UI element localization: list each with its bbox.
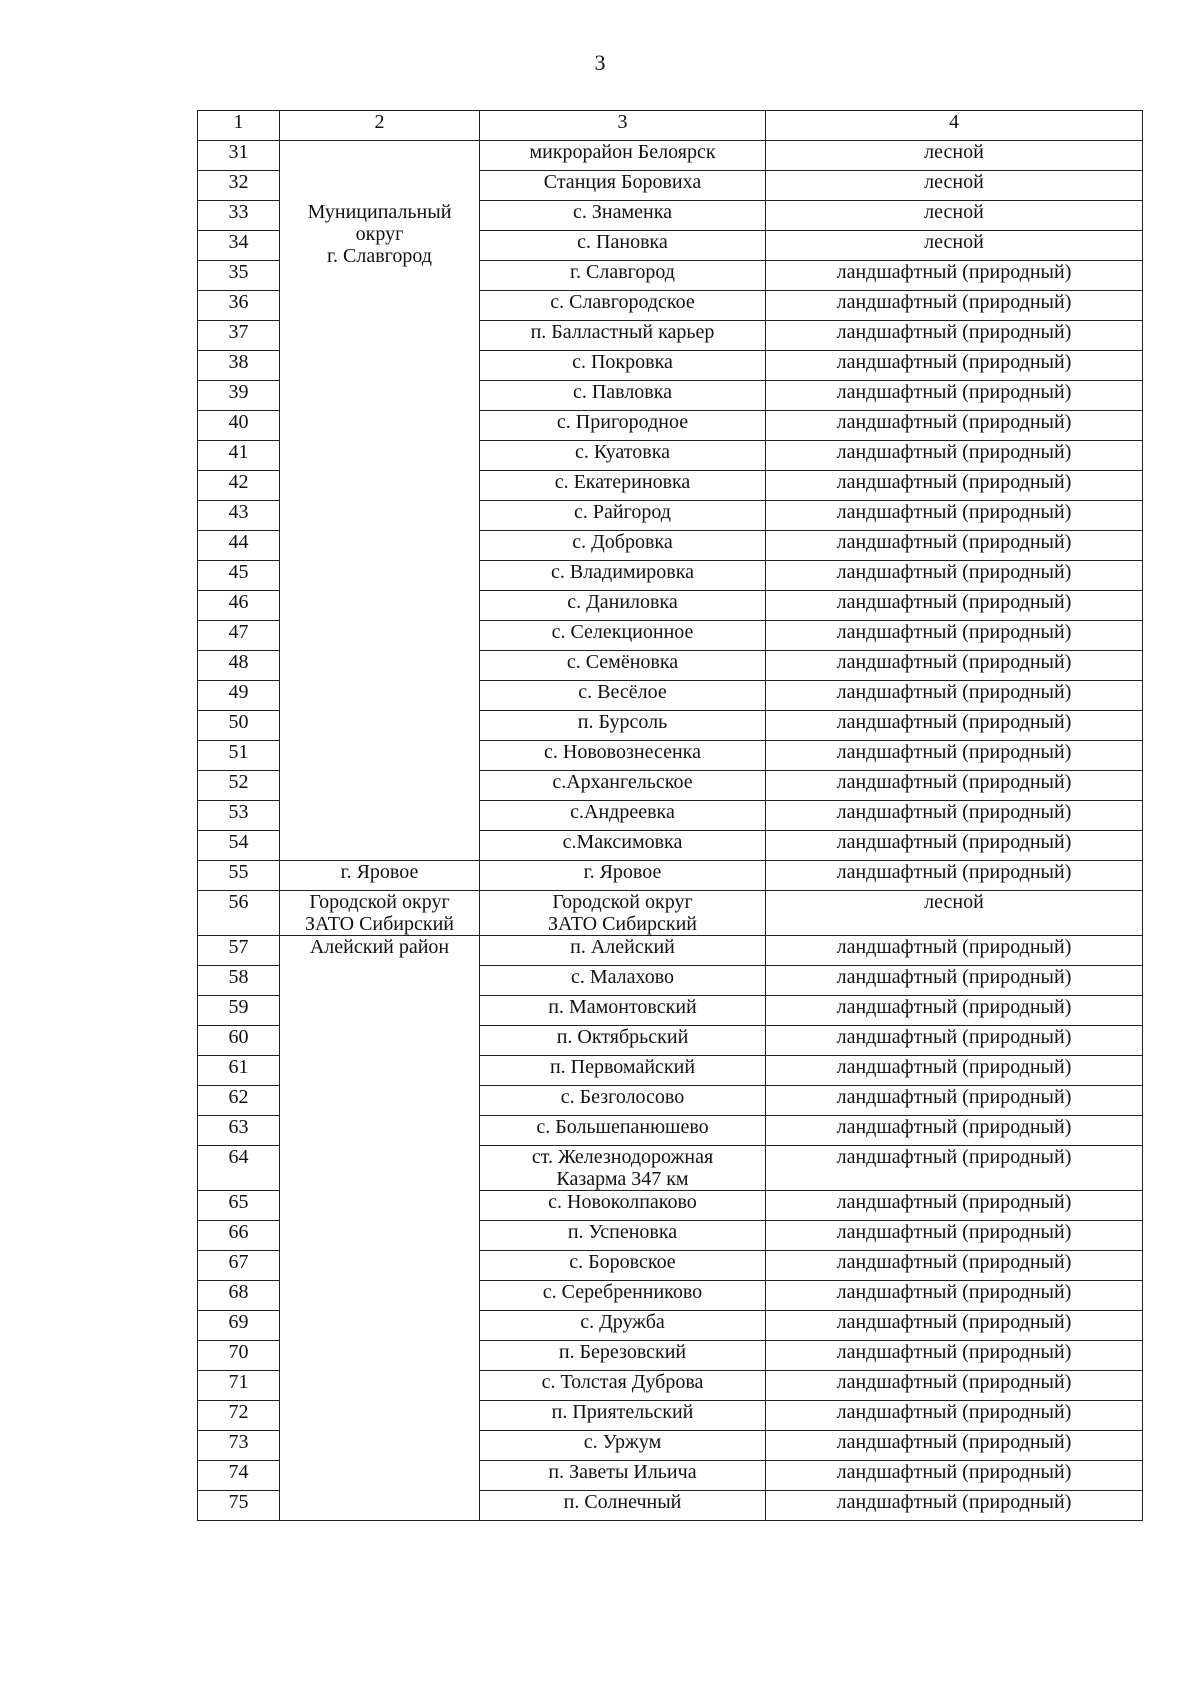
type-cell: ландшафтный (природный) bbox=[766, 996, 1143, 1026]
type-cell: ландшафтный (природный) bbox=[766, 1191, 1143, 1221]
row-number-cell: 56 bbox=[198, 891, 280, 936]
type-cell: лесной bbox=[766, 171, 1143, 201]
settlement-cell: с. Владимировка bbox=[480, 561, 766, 591]
row-number-cell: 66 bbox=[198, 1221, 280, 1251]
type-cell: ландшафтный (природный) bbox=[766, 441, 1143, 471]
row-number-cell: 38 bbox=[198, 351, 280, 381]
row-number-cell: 59 bbox=[198, 996, 280, 1026]
row-number-cell: 74 bbox=[198, 1461, 280, 1491]
settlement-cell: с. Боровское bbox=[480, 1251, 766, 1281]
settlement-cell: с.Андреевка bbox=[480, 801, 766, 831]
type-cell: лесной bbox=[766, 141, 1143, 171]
type-cell: ландшафтный (природный) bbox=[766, 591, 1143, 621]
type-cell: ландшафтный (природный) bbox=[766, 411, 1143, 441]
table-body bbox=[198, 141, 1143, 1521]
table-row bbox=[198, 891, 1143, 936]
settlement-cell: Станция Боровиха bbox=[480, 171, 766, 201]
settlement-cell: г. Яровое bbox=[480, 861, 766, 891]
type-cell: ландшафтный (природный) bbox=[766, 621, 1143, 651]
type-cell: ландшафтный (природный) bbox=[766, 741, 1143, 771]
settlement-cell: п. Приятельский bbox=[480, 1401, 766, 1431]
row-number-cell: 73 bbox=[198, 1431, 280, 1461]
settlement-cell: с. Малахово bbox=[480, 966, 766, 996]
row-number-cell: 47 bbox=[198, 621, 280, 651]
settlement-cell: ст. Железнодорожная Казарма 347 км bbox=[480, 1146, 766, 1191]
settlement-cell: с. Даниловка bbox=[480, 591, 766, 621]
row-number-cell: 69 bbox=[198, 1311, 280, 1341]
settlement-cell: с. Знаменка bbox=[480, 201, 766, 231]
district-cell: Алейский район bbox=[280, 936, 480, 1521]
settlements-table bbox=[197, 110, 1143, 1521]
header-cell-3: 3 bbox=[480, 111, 766, 141]
settlement-cell: с.Архангельское bbox=[480, 771, 766, 801]
row-number-cell: 64 bbox=[198, 1146, 280, 1191]
settlement-cell: п. Успеновка bbox=[480, 1221, 766, 1251]
settlement-cell: с. Куатовка bbox=[480, 441, 766, 471]
row-number-cell: 44 bbox=[198, 531, 280, 561]
settlement-cell: с. Славгородское bbox=[480, 291, 766, 321]
row-number-cell: 58 bbox=[198, 966, 280, 996]
settlement-cell: с. Семёновка bbox=[480, 651, 766, 681]
type-cell: ландшафтный (природный) bbox=[766, 1026, 1143, 1056]
type-cell: ландшафтный (природный) bbox=[766, 381, 1143, 411]
type-cell: ландшафтный (природный) bbox=[766, 1431, 1143, 1461]
type-cell: ландшафтный (природный) bbox=[766, 681, 1143, 711]
row-number-cell: 55 bbox=[198, 861, 280, 891]
settlement-cell: микрорайон Белоярск bbox=[480, 141, 766, 171]
type-cell: ландшафтный (природный) bbox=[766, 1341, 1143, 1371]
type-cell: ландшафтный (природный) bbox=[766, 501, 1143, 531]
row-number-cell: 43 bbox=[198, 501, 280, 531]
row-number-cell: 49 bbox=[198, 681, 280, 711]
type-cell: ландшафтный (природный) bbox=[766, 771, 1143, 801]
row-number-cell: 32 bbox=[198, 171, 280, 201]
settlement-cell: п. Заветы Ильича bbox=[480, 1461, 766, 1491]
type-cell: ландшафтный (природный) bbox=[766, 531, 1143, 561]
type-cell: ландшафтный (природный) bbox=[766, 1491, 1143, 1521]
settlement-cell: п. Октябрьский bbox=[480, 1026, 766, 1056]
settlement-cell: п. Первомайский bbox=[480, 1056, 766, 1086]
settlement-cell: п. Бурсоль bbox=[480, 711, 766, 741]
type-cell: ландшафтный (природный) bbox=[766, 711, 1143, 741]
header-cell-4: 4 bbox=[766, 111, 1143, 141]
row-number-cell: 61 bbox=[198, 1056, 280, 1086]
type-cell: лесной bbox=[766, 891, 1143, 936]
type-cell: ландшафтный (природный) bbox=[766, 1251, 1143, 1281]
row-number-cell: 53 bbox=[198, 801, 280, 831]
settlement-cell: с. Павловка bbox=[480, 381, 766, 411]
row-number-cell: 37 bbox=[198, 321, 280, 351]
type-cell: ландшафтный (природный) bbox=[766, 1371, 1143, 1401]
settlement-cell: с. Весёлое bbox=[480, 681, 766, 711]
settlement-cell: г. Славгород bbox=[480, 261, 766, 291]
type-cell: ландшафтный (природный) bbox=[766, 1221, 1143, 1251]
district-cell: г. Яровое bbox=[280, 861, 480, 891]
row-number-cell: 63 bbox=[198, 1116, 280, 1146]
row-number-cell: 60 bbox=[198, 1026, 280, 1056]
type-cell: ландшафтный (природный) bbox=[766, 1311, 1143, 1341]
settlement-cell: с. Большепанюшево bbox=[480, 1116, 766, 1146]
settlement-cell: с. Новоколпаково bbox=[480, 1191, 766, 1221]
row-number-cell: 36 bbox=[198, 291, 280, 321]
row-number-cell: 46 bbox=[198, 591, 280, 621]
type-cell: ландшафтный (природный) bbox=[766, 321, 1143, 351]
row-number-cell: 31 bbox=[198, 141, 280, 171]
type-cell: ландшафтный (природный) bbox=[766, 1281, 1143, 1311]
type-cell: ландшафтный (природный) bbox=[766, 291, 1143, 321]
settlement-cell: п. Алейский bbox=[480, 936, 766, 966]
row-number-cell: 48 bbox=[198, 651, 280, 681]
settlement-cell: с. Екатериновка bbox=[480, 471, 766, 501]
type-cell: ландшафтный (природный) bbox=[766, 351, 1143, 381]
settlement-cell: с.Максимовка bbox=[480, 831, 766, 861]
type-cell: ландшафтный (природный) bbox=[766, 261, 1143, 291]
row-number-cell: 54 bbox=[198, 831, 280, 861]
table-row bbox=[198, 936, 1143, 966]
type-cell: ландшафтный (природный) bbox=[766, 1056, 1143, 1086]
table-row bbox=[198, 861, 1143, 891]
type-cell: лесной bbox=[766, 201, 1143, 231]
settlement-cell: с. Селекционное bbox=[480, 621, 766, 651]
table-header-row bbox=[198, 111, 1143, 141]
settlement-cell: п. Балластный карьер bbox=[480, 321, 766, 351]
type-cell: ландшафтный (природный) bbox=[766, 1461, 1143, 1491]
row-number-cell: 75 bbox=[198, 1491, 280, 1521]
settlement-cell: с. Нововознесенка bbox=[480, 741, 766, 771]
settlement-cell: с. Пригородное bbox=[480, 411, 766, 441]
settlement-cell: п. Березовский bbox=[480, 1341, 766, 1371]
settlement-cell: п. Солнечный bbox=[480, 1491, 766, 1521]
type-cell: ландшафтный (природный) bbox=[766, 1401, 1143, 1431]
settlement-cell: с. Безголосово bbox=[480, 1086, 766, 1116]
settlement-cell: с. Райгород bbox=[480, 501, 766, 531]
row-number-cell: 39 bbox=[198, 381, 280, 411]
type-cell: ландшафтный (природный) bbox=[766, 936, 1143, 966]
row-number-cell: 57 bbox=[198, 936, 280, 966]
row-number-cell: 70 bbox=[198, 1341, 280, 1371]
type-cell: ландшафтный (природный) bbox=[766, 1086, 1143, 1116]
district-cell: Городской округ ЗАТО Сибирский bbox=[280, 891, 480, 936]
row-number-cell: 72 bbox=[198, 1401, 280, 1431]
row-number-cell: 71 bbox=[198, 1371, 280, 1401]
settlement-cell: Городской округ ЗАТО Сибирский bbox=[480, 891, 766, 936]
settlement-cell: с. Пановка bbox=[480, 231, 766, 261]
type-cell: ландшафтный (природный) bbox=[766, 966, 1143, 996]
type-cell: ландшафтный (природный) bbox=[766, 831, 1143, 861]
row-number-cell: 67 bbox=[198, 1251, 280, 1281]
row-number-cell: 62 bbox=[198, 1086, 280, 1116]
type-cell: ландшафтный (природный) bbox=[766, 471, 1143, 501]
row-number-cell: 40 bbox=[198, 411, 280, 441]
row-number-cell: 65 bbox=[198, 1191, 280, 1221]
type-cell: ландшафтный (природный) bbox=[766, 861, 1143, 891]
type-cell: ландшафтный (природный) bbox=[766, 1146, 1143, 1191]
table-row bbox=[198, 141, 1143, 171]
district-cell: Муниципальный округ г. Славгород bbox=[280, 141, 480, 861]
type-cell: ландшафтный (природный) bbox=[766, 1116, 1143, 1146]
row-number-cell: 41 bbox=[198, 441, 280, 471]
row-number-cell: 45 bbox=[198, 561, 280, 591]
page-number: 3 bbox=[594, 50, 606, 75]
settlement-cell: с. Дружба bbox=[480, 1311, 766, 1341]
row-number-cell: 34 bbox=[198, 231, 280, 261]
settlement-cell: с. Уржум bbox=[480, 1431, 766, 1461]
settlement-cell: с. Серебренниково bbox=[480, 1281, 766, 1311]
settlement-cell: п. Мамонтовский bbox=[480, 996, 766, 1026]
type-cell: ландшафтный (природный) bbox=[766, 801, 1143, 831]
settlement-cell: с. Толстая Дуброва bbox=[480, 1371, 766, 1401]
row-number-cell: 50 bbox=[198, 711, 280, 741]
row-number-cell: 33 bbox=[198, 201, 280, 231]
row-number-cell: 68 bbox=[198, 1281, 280, 1311]
header-cell-2: 2 bbox=[280, 111, 480, 141]
type-cell: ландшафтный (природный) bbox=[766, 651, 1143, 681]
header-cell-1: 1 bbox=[198, 111, 280, 141]
row-number-cell: 52 bbox=[198, 771, 280, 801]
row-number-cell: 35 bbox=[198, 261, 280, 291]
type-cell: ландшафтный (природный) bbox=[766, 561, 1143, 591]
type-cell: лесной bbox=[766, 231, 1143, 261]
settlement-cell: с. Добровка bbox=[480, 531, 766, 561]
row-number-cell: 42 bbox=[198, 471, 280, 501]
row-number-cell: 51 bbox=[198, 741, 280, 771]
settlement-cell: с. Покровка bbox=[480, 351, 766, 381]
